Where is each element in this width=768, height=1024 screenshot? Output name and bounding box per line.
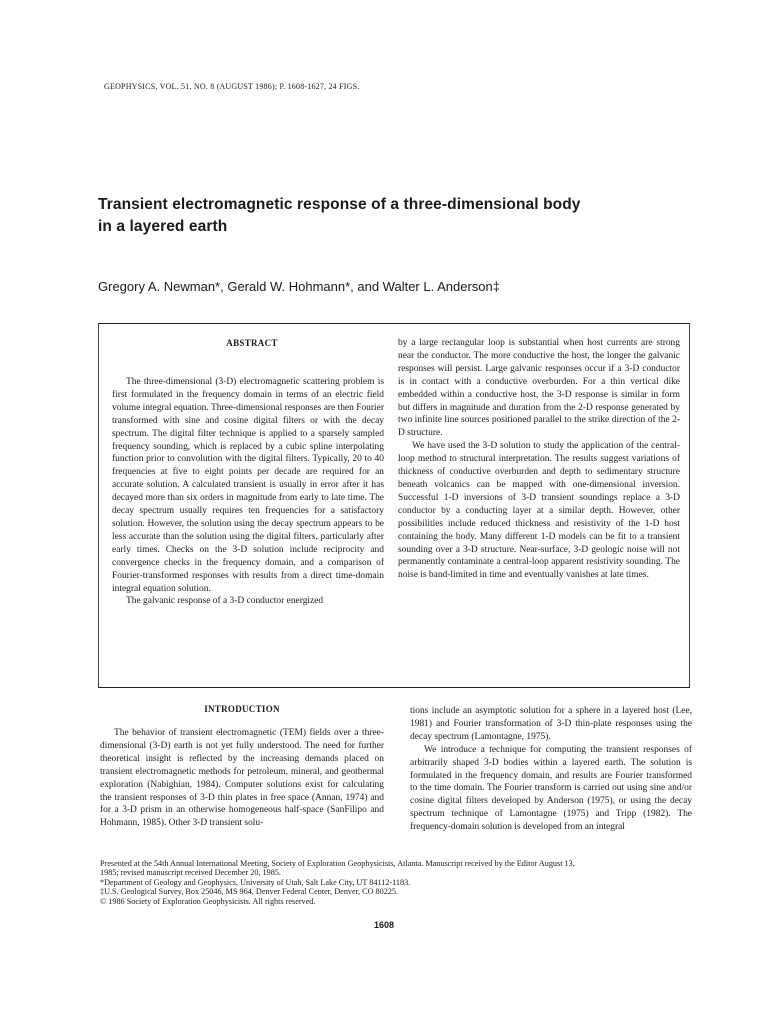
paper-title	[98, 194, 658, 238]
abstract-right-column	[398, 337, 680, 582]
page-number: 1608	[373, 920, 395, 930]
footnote: *Department of Geology and Geophysics, University of Utah, Salt Lake City, UT 84112-1183.	[100, 877, 411, 887]
introduction-paragraph: tions include an asymptotic solution for a sphere in a layered host (Lee, 1981) and Fourier transformation of 3-D thin-plate responses using the decay spectrum (Lamontagne, 1975).	[410, 706, 692, 742]
footnotes	[100, 859, 700, 906]
abstract-paragraph: The three-dimensional (3-D) electromagnetic scattering problem is first formulated in the frequency domain in terms of an electric field volume integral equation. Three-dimensional responses are then Fourier transformed with sine and cosine digital filters or with the decay spectrum. The digital filter technique is applied to a sparsely sampled frequency sounding, which is replaced by a cubic spline interpolating function prior to convolution with the digital filters. Typically, 20 to 40 frequencies at five to eight points per decade are required for an accurate solution. A calculated transient is usually in error after it has decayed more than six orders in magnitude from early to late time. The decay spectrum usually requires ten frequencies for a satisfactory solution. However, the solution using the decay spectrum appears to be less accurate than the solution using the digital filters, particularly after early times. Checks on the 3-D solution include reciprocity and convergence checks in the frequency domain, and a comparison of Fourier-transformed responses with results from a direct time-domain integral equation solution.	[112, 377, 384, 594]
introduction-left-column	[100, 727, 384, 830]
author-list: Gregory A. Newman*, Gerald W. Hohmann*, and Walter L. Anderson‡	[98, 279, 500, 294]
introduction-heading: INTRODUCTION	[204, 704, 280, 714]
introduction-paragraph: We introduce a technique for computing the transient responses of arbitrarily shaped 3-D bodies within a layered earth. The solution is formulated in the frequency domain, and results are Fourier transformed to the time domain. The Fourier transform is carried out using sine and/or cosine digital filters developed by Anderson (1975), or using the decay spectrum technique of Lamontagne (1975) and Tripp (1982). The frequency-domain solution is developed from an integral	[410, 744, 692, 833]
running-head: GEOPHYSICS, VOL. 51, NO. 8 (AUGUST 1986); P. 1608-1627, 24 FIGS.	[104, 82, 360, 91]
footnote: ‡U.S. Geological Survey, Box 25046, MS 964, Denver Federal Center, Denver, CO 80225.	[100, 887, 399, 897]
title-line-1: Transient electromagnetic response of a three-dimensional body	[98, 196, 581, 213]
title-line-2: in a layered earth	[98, 218, 228, 235]
abstract-paragraph: by a large rectangular loop is substantial when host currents are strong near the conductor. The more conductive the host, the longer the galvanic responses will persist. Large galvanic responses occur if a 3-D conductor is in contact with a conductive overburden. For a thin vertical dike embedded within a conductive host, the 3-D response is similar in form but differs in magnitude and duration from the 2-D response generated by two infinite line sources positioned parallel to the strike direction of the 2-D structure.	[398, 338, 680, 439]
abstract-paragraph: We have used the 3-D solution to study the application of the central-loop method to structural interpretation. The results suggest variations of thickness of conductive overburden and depth to sedimentary structure beneath volcanics can be mapped with one-dimensional inversion. Successful 1-D inversions of 3-D transient soundings replace a 3-D conductor by a conducting layer at a similar depth. However, other possibilities include reduced thickness and resistivity of the 1-D host containing the body. Many different 1-D models can be fit to a transient sounding over a 3-D structure. Near-surface, 3-D geologic noise will not permanently contaminate a central-loop apparent resistivity sounding. The noise is band-limited in time and eventually vanishes at late times.	[398, 441, 680, 581]
introduction-right-column	[410, 705, 692, 834]
footnote: Presented at the 54th Annual International Meeting, Society of Exploration Geophysicists, Atlanta. Manuscript received by the Editor August 13,	[100, 859, 575, 868]
introduction-paragraph: The behavior of transient electromagnetic (TEM) fields over a three-dimensional (3-D) earth is not yet fully understood. The need for further theoretical insight is reflected by the increasing demands placed on transient electromagnetic methods for petroleum, mineral, and geothermal exploration (Nabighian, 1984). Computer solutions exist for calculating the transient responses of 3-D thin plates in free space (Annan, 1974) and for a 3-D prism in an otherwise homogeneous half-space (SanFilipo and Hohmann, 1985). Other 3-D transient solu-	[100, 728, 384, 829]
footnote: © 1986 Society of Exploration Geophysicists. All rights reserved.	[100, 896, 316, 906]
abstract-heading: ABSTRACT	[226, 338, 278, 348]
abstract-left-column	[112, 376, 384, 608]
abstract-paragraph: The galvanic response of a 3-D conductor energized	[126, 596, 324, 607]
footnote: 1985; revised manuscript received December 20, 1985.	[100, 868, 281, 878]
